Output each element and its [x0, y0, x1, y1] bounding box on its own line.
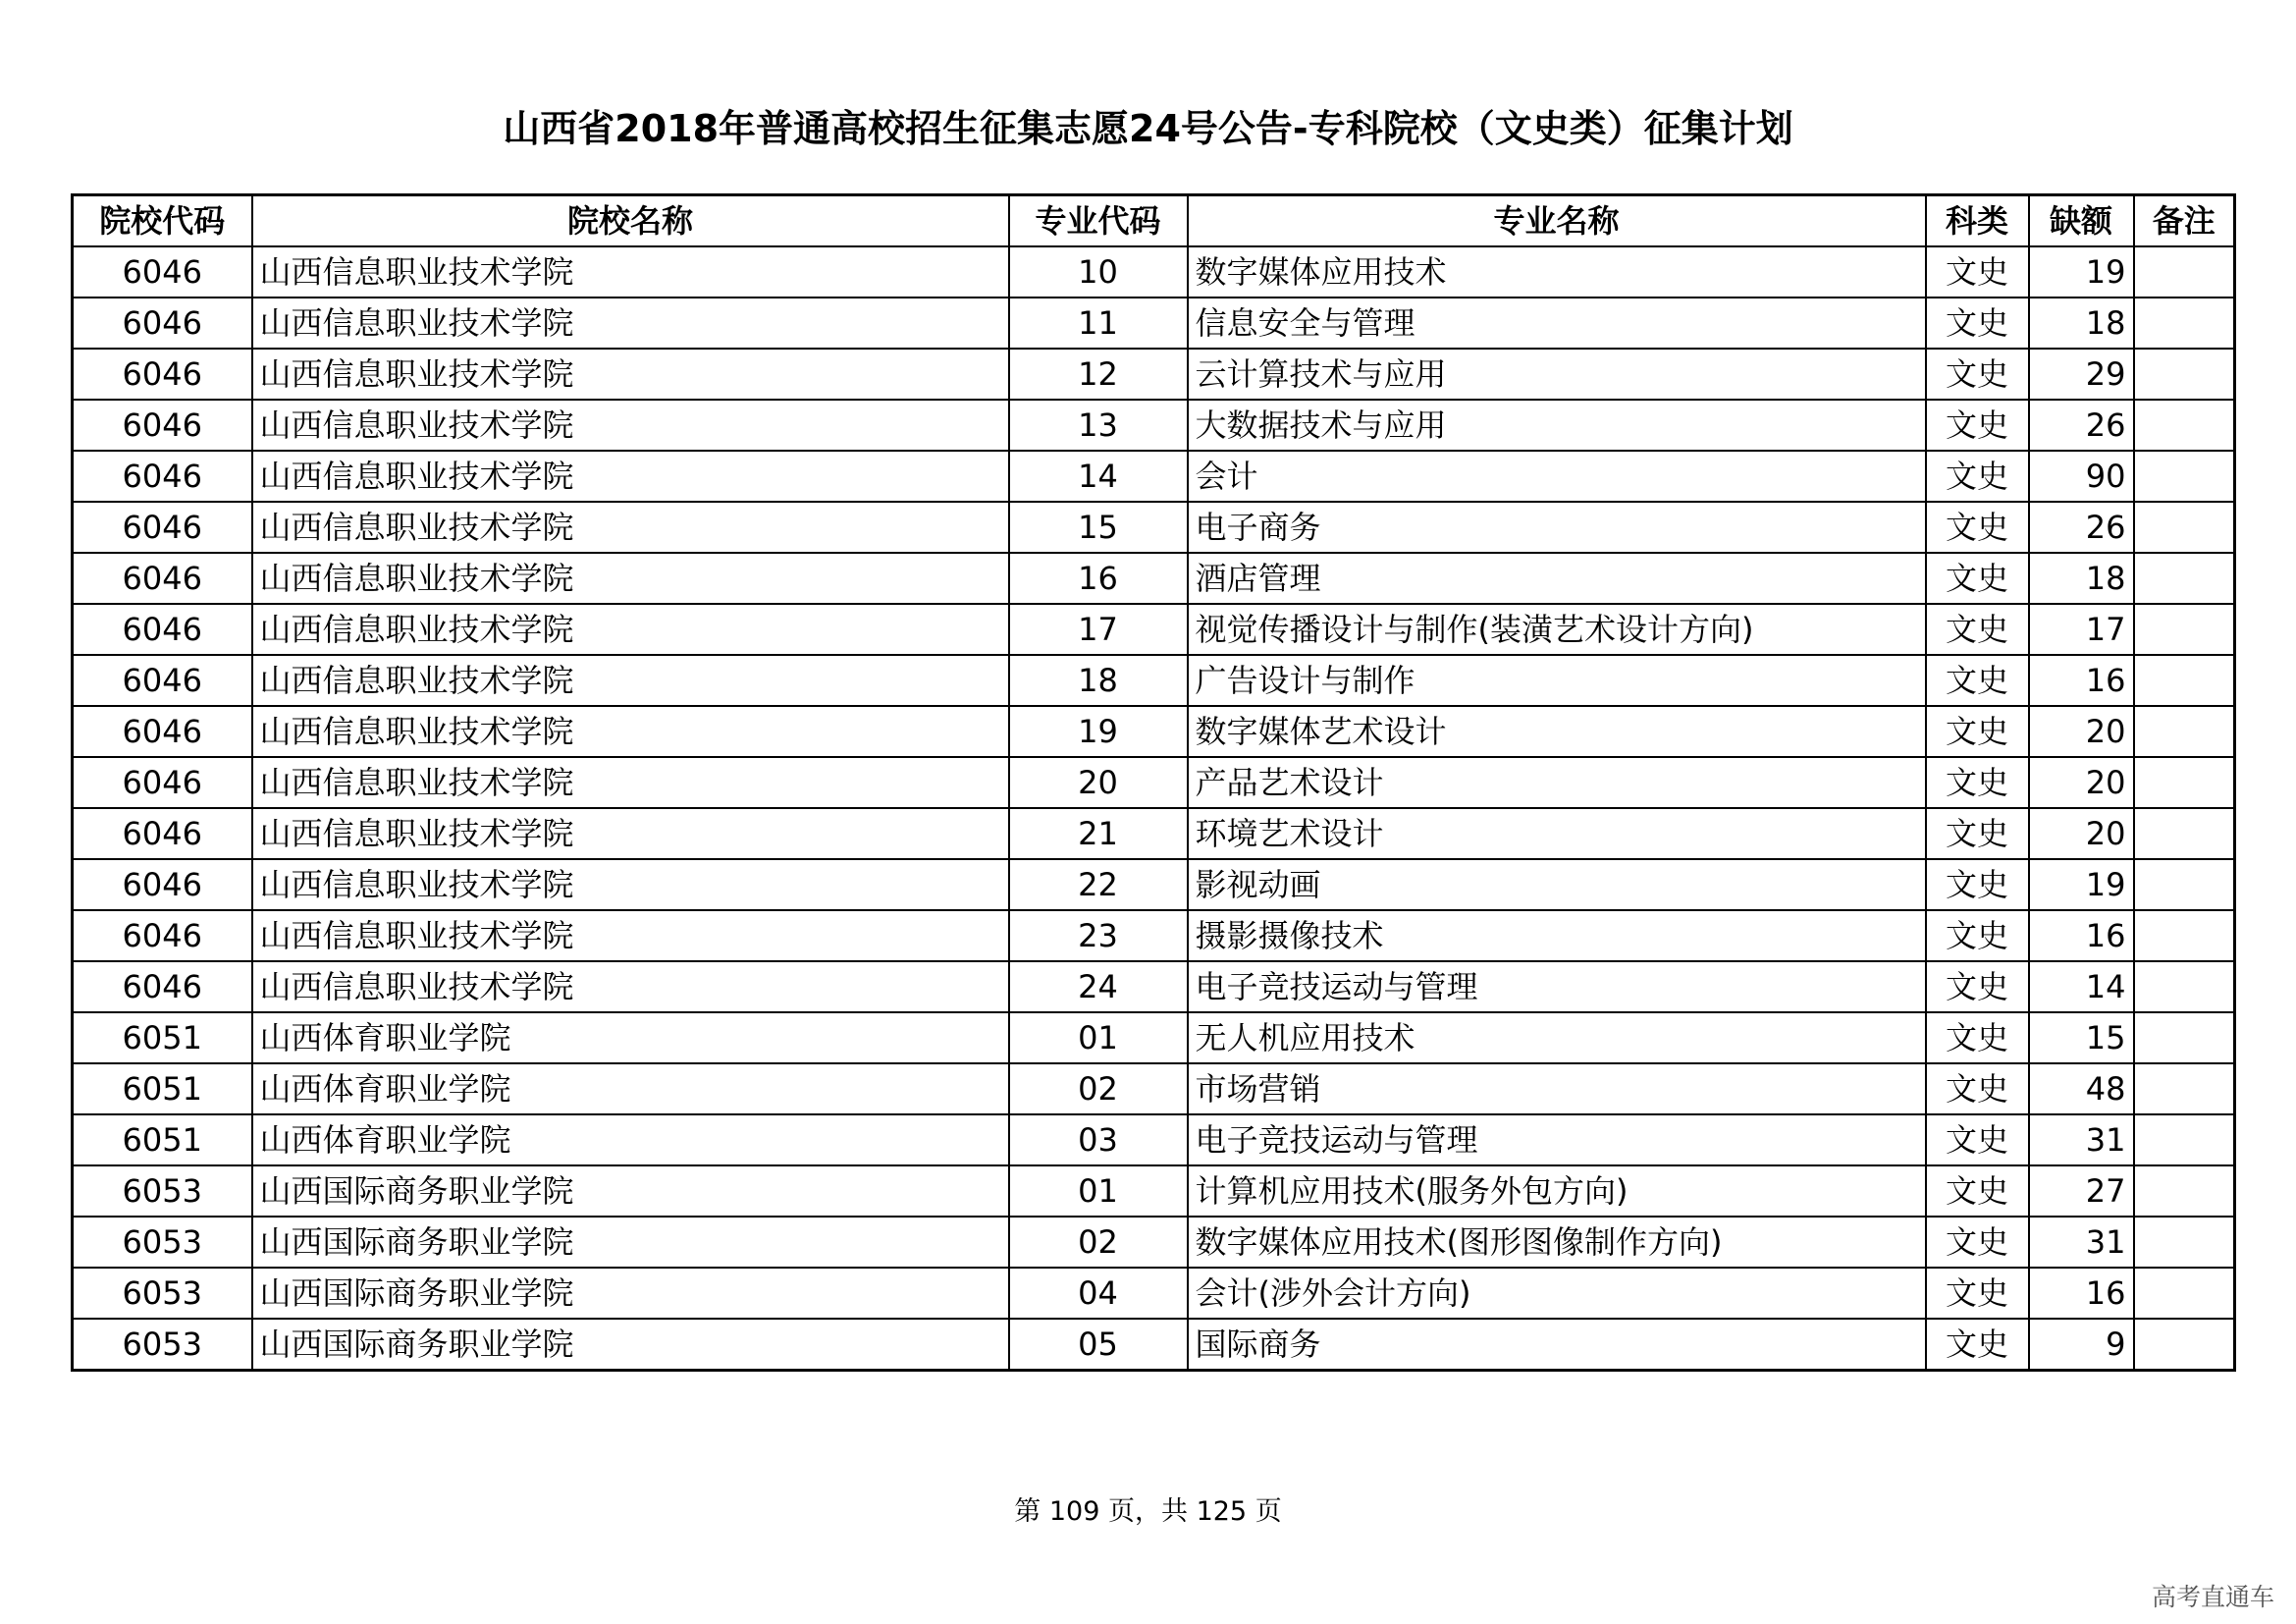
- table-row: [73, 400, 2235, 451]
- header-vacancy: 缺额: [2029, 195, 2134, 247]
- major-code-cell: 01: [1009, 1012, 1188, 1063]
- vacancy-cell: 26: [2029, 400, 2134, 451]
- table-row: [73, 1114, 2235, 1165]
- school-name-cell: 山西国际商务职业学院: [252, 1268, 1009, 1319]
- school-code-cell: 6051: [73, 1012, 252, 1063]
- major-code-cell: 10: [1009, 246, 1188, 298]
- major-name-cell: 计算机应用技术(服务外包方向): [1188, 1165, 1926, 1217]
- vacancy-cell: 20: [2029, 706, 2134, 757]
- major-name-cell: 会计: [1188, 451, 1926, 502]
- school-name-cell: 山西信息职业技术学院: [252, 910, 1009, 961]
- school-code-cell: 6051: [73, 1063, 252, 1114]
- vacancy-cell: 31: [2029, 1114, 2134, 1165]
- remarks-cell: [2134, 757, 2235, 808]
- major-name-cell: 国际商务: [1188, 1319, 1926, 1371]
- vacancy-cell: 16: [2029, 1268, 2134, 1319]
- school-code-cell: 6046: [73, 451, 252, 502]
- major-name-cell: 云计算技术与应用: [1188, 349, 1926, 400]
- major-name-cell: 电子竞技运动与管理: [1188, 961, 1926, 1012]
- vacancy-cell: 20: [2029, 757, 2134, 808]
- category-cell: 文史: [1926, 706, 2029, 757]
- school-code-cell: 6046: [73, 706, 252, 757]
- category-cell: 文史: [1926, 1319, 2029, 1371]
- remarks-cell: [2134, 910, 2235, 961]
- school-name-cell: 山西国际商务职业学院: [252, 1165, 1009, 1217]
- remarks-cell: [2134, 655, 2235, 706]
- header-school-code: 院校代码: [73, 195, 252, 247]
- remarks-cell: [2134, 1114, 2235, 1165]
- major-code-cell: 23: [1009, 910, 1188, 961]
- category-cell: 文史: [1926, 298, 2029, 349]
- remarks-cell: [2134, 1063, 2235, 1114]
- remarks-cell: [2134, 451, 2235, 502]
- category-cell: 文史: [1926, 1063, 2029, 1114]
- school-name-cell: 山西国际商务职业学院: [252, 1319, 1009, 1371]
- vacancy-cell: 19: [2029, 859, 2134, 910]
- major-code-cell: 02: [1009, 1063, 1188, 1114]
- major-code-cell: 17: [1009, 604, 1188, 655]
- school-code-cell: 6046: [73, 298, 252, 349]
- category-cell: 文史: [1926, 553, 2029, 604]
- major-name-cell: 摄影摄像技术: [1188, 910, 1926, 961]
- category-cell: 文史: [1926, 1012, 2029, 1063]
- vacancy-cell: 15: [2029, 1012, 2134, 1063]
- major-code-cell: 03: [1009, 1114, 1188, 1165]
- school-code-cell: 6046: [73, 502, 252, 553]
- remarks-cell: [2134, 808, 2235, 859]
- table-row: [73, 604, 2235, 655]
- table-row: [73, 1217, 2235, 1268]
- major-name-cell: 信息安全与管理: [1188, 298, 1926, 349]
- table-row: [73, 451, 2235, 502]
- school-name-cell: 山西信息职业技术学院: [252, 859, 1009, 910]
- category-cell: 文史: [1926, 349, 2029, 400]
- table-row: [73, 502, 2235, 553]
- table-row: [73, 1063, 2235, 1114]
- school-name-cell: 山西信息职业技术学院: [252, 502, 1009, 553]
- major-name-cell: 影视动画: [1188, 859, 1926, 910]
- remarks-cell: [2134, 706, 2235, 757]
- major-code-cell: 24: [1009, 961, 1188, 1012]
- vacancy-cell: 27: [2029, 1165, 2134, 1217]
- category-cell: 文史: [1926, 604, 2029, 655]
- vacancy-cell: 20: [2029, 808, 2134, 859]
- major-code-cell: 01: [1009, 1165, 1188, 1217]
- school-code-cell: 6046: [73, 246, 252, 298]
- major-name-cell: 产品艺术设计: [1188, 757, 1926, 808]
- school-code-cell: 6046: [73, 400, 252, 451]
- major-name-cell: 电子商务: [1188, 502, 1926, 553]
- major-name-cell: 数字媒体应用技术(图形图像制作方向): [1188, 1217, 1926, 1268]
- school-code-cell: 6046: [73, 349, 252, 400]
- vacancy-cell: 19: [2029, 246, 2134, 298]
- category-cell: 文史: [1926, 1165, 2029, 1217]
- enrollment-plan-table: [71, 193, 2236, 1372]
- table-row: [73, 757, 2235, 808]
- school-name-cell: 山西信息职业技术学院: [252, 451, 1009, 502]
- remarks-cell: [2134, 1217, 2235, 1268]
- major-code-cell: 11: [1009, 298, 1188, 349]
- remarks-cell: [2134, 1319, 2235, 1371]
- major-name-cell: 数字媒体应用技术: [1188, 246, 1926, 298]
- header-category: 科类: [1926, 195, 2029, 247]
- category-cell: 文史: [1926, 1217, 2029, 1268]
- page-title: 山西省2018年普通高校招生征集志愿24号公告-专科院校（文史类）征集计划: [503, 107, 1793, 150]
- remarks-cell: [2134, 502, 2235, 553]
- major-code-cell: 19: [1009, 706, 1188, 757]
- table-body: [73, 246, 2235, 1371]
- remarks-cell: [2134, 553, 2235, 604]
- major-code-cell: 13: [1009, 400, 1188, 451]
- vacancy-cell: 14: [2029, 961, 2134, 1012]
- major-code-cell: 02: [1009, 1217, 1188, 1268]
- table-row: [73, 246, 2235, 298]
- major-name-cell: 会计(涉外会计方向): [1188, 1268, 1926, 1319]
- remarks-cell: [2134, 1165, 2235, 1217]
- major-code-cell: 20: [1009, 757, 1188, 808]
- school-name-cell: 山西信息职业技术学院: [252, 400, 1009, 451]
- category-cell: 文史: [1926, 961, 2029, 1012]
- header-remarks: 备注: [2134, 195, 2235, 247]
- school-name-cell: 山西信息职业技术学院: [252, 553, 1009, 604]
- vacancy-cell: 90: [2029, 451, 2134, 502]
- vacancy-cell: 16: [2029, 655, 2134, 706]
- major-name-cell: 数字媒体艺术设计: [1188, 706, 1926, 757]
- school-name-cell: 山西国际商务职业学院: [252, 1217, 1009, 1268]
- major-code-cell: 14: [1009, 451, 1188, 502]
- vacancy-cell: 16: [2029, 910, 2134, 961]
- school-code-cell: 6046: [73, 655, 252, 706]
- school-name-cell: 山西信息职业技术学院: [252, 246, 1009, 298]
- table-row: [73, 910, 2235, 961]
- table-row: [73, 553, 2235, 604]
- school-name-cell: 山西信息职业技术学院: [252, 604, 1009, 655]
- school-name-cell: 山西信息职业技术学院: [252, 655, 1009, 706]
- major-name-cell: 电子竞技运动与管理: [1188, 1114, 1926, 1165]
- major-name-cell: 无人机应用技术: [1188, 1012, 1926, 1063]
- remarks-cell: [2134, 859, 2235, 910]
- category-cell: 文史: [1926, 655, 2029, 706]
- school-code-cell: 6046: [73, 961, 252, 1012]
- school-code-cell: 6051: [73, 1114, 252, 1165]
- table-header-row: [73, 195, 2235, 247]
- school-name-cell: 山西信息职业技术学院: [252, 757, 1009, 808]
- table-row: [73, 298, 2235, 349]
- school-code-cell: 6046: [73, 604, 252, 655]
- category-cell: 文史: [1926, 502, 2029, 553]
- school-name-cell: 山西体育职业学院: [252, 1012, 1009, 1063]
- category-cell: 文史: [1926, 808, 2029, 859]
- school-name-cell: 山西信息职业技术学院: [252, 961, 1009, 1012]
- vacancy-cell: 9: [2029, 1319, 2134, 1371]
- watermark: 高考直通车: [2151, 1583, 2274, 1611]
- major-name-cell: 广告设计与制作: [1188, 655, 1926, 706]
- major-code-cell: 15: [1009, 502, 1188, 553]
- table-row: [73, 1012, 2235, 1063]
- remarks-cell: [2134, 349, 2235, 400]
- table-row: [73, 808, 2235, 859]
- major-code-cell: 04: [1009, 1268, 1188, 1319]
- major-code-cell: 16: [1009, 553, 1188, 604]
- remarks-cell: [2134, 961, 2235, 1012]
- school-code-cell: 6046: [73, 910, 252, 961]
- major-code-cell: 12: [1009, 349, 1188, 400]
- school-name-cell: 山西信息职业技术学院: [252, 706, 1009, 757]
- school-name-cell: 山西信息职业技术学院: [252, 349, 1009, 400]
- school-code-cell: 6046: [73, 859, 252, 910]
- school-code-cell: 6046: [73, 553, 252, 604]
- vacancy-cell: 26: [2029, 502, 2134, 553]
- vacancy-cell: 48: [2029, 1063, 2134, 1114]
- category-cell: 文史: [1926, 1114, 2029, 1165]
- header-major-name: 专业名称: [1188, 195, 1926, 247]
- major-name-cell: 大数据技术与应用: [1188, 400, 1926, 451]
- page-number: 第 109 页，共 125 页: [1014, 1496, 1282, 1527]
- vacancy-cell: 18: [2029, 553, 2134, 604]
- category-cell: 文史: [1926, 451, 2029, 502]
- header-school-name: 院校名称: [252, 195, 1009, 247]
- vacancy-cell: 31: [2029, 1217, 2134, 1268]
- vacancy-cell: 18: [2029, 298, 2134, 349]
- category-cell: 文史: [1926, 1268, 2029, 1319]
- table-row: [73, 1165, 2235, 1217]
- vacancy-cell: 29: [2029, 349, 2134, 400]
- table-row: [73, 655, 2235, 706]
- school-code-cell: 6053: [73, 1217, 252, 1268]
- remarks-cell: [2134, 298, 2235, 349]
- remarks-cell: [2134, 1012, 2235, 1063]
- table-row: [73, 1268, 2235, 1319]
- table-row: [73, 961, 2235, 1012]
- category-cell: 文史: [1926, 400, 2029, 451]
- remarks-cell: [2134, 246, 2235, 298]
- major-name-cell: 视觉传播设计与制作(装潢艺术设计方向): [1188, 604, 1926, 655]
- school-code-cell: 6053: [73, 1319, 252, 1371]
- major-code-cell: 05: [1009, 1319, 1188, 1371]
- school-name-cell: 山西信息职业技术学院: [252, 808, 1009, 859]
- vacancy-cell: 17: [2029, 604, 2134, 655]
- school-name-cell: 山西信息职业技术学院: [252, 298, 1009, 349]
- school-code-cell: 6053: [73, 1268, 252, 1319]
- header-major-code: 专业代码: [1009, 195, 1188, 247]
- remarks-cell: [2134, 400, 2235, 451]
- major-name-cell: 市场营销: [1188, 1063, 1926, 1114]
- major-code-cell: 18: [1009, 655, 1188, 706]
- school-name-cell: 山西体育职业学院: [252, 1114, 1009, 1165]
- table-row: [73, 706, 2235, 757]
- school-code-cell: 6053: [73, 1165, 252, 1217]
- table-row: [73, 1319, 2235, 1371]
- major-name-cell: 酒店管理: [1188, 553, 1926, 604]
- category-cell: 文史: [1926, 859, 2029, 910]
- remarks-cell: [2134, 1268, 2235, 1319]
- category-cell: 文史: [1926, 757, 2029, 808]
- school-code-cell: 6046: [73, 808, 252, 859]
- major-code-cell: 22: [1009, 859, 1188, 910]
- school-code-cell: 6046: [73, 757, 252, 808]
- major-code-cell: 21: [1009, 808, 1188, 859]
- category-cell: 文史: [1926, 910, 2029, 961]
- table-row: [73, 859, 2235, 910]
- school-name-cell: 山西体育职业学院: [252, 1063, 1009, 1114]
- remarks-cell: [2134, 604, 2235, 655]
- major-name-cell: 环境艺术设计: [1188, 808, 1926, 859]
- category-cell: 文史: [1926, 246, 2029, 298]
- table-row: [73, 349, 2235, 400]
